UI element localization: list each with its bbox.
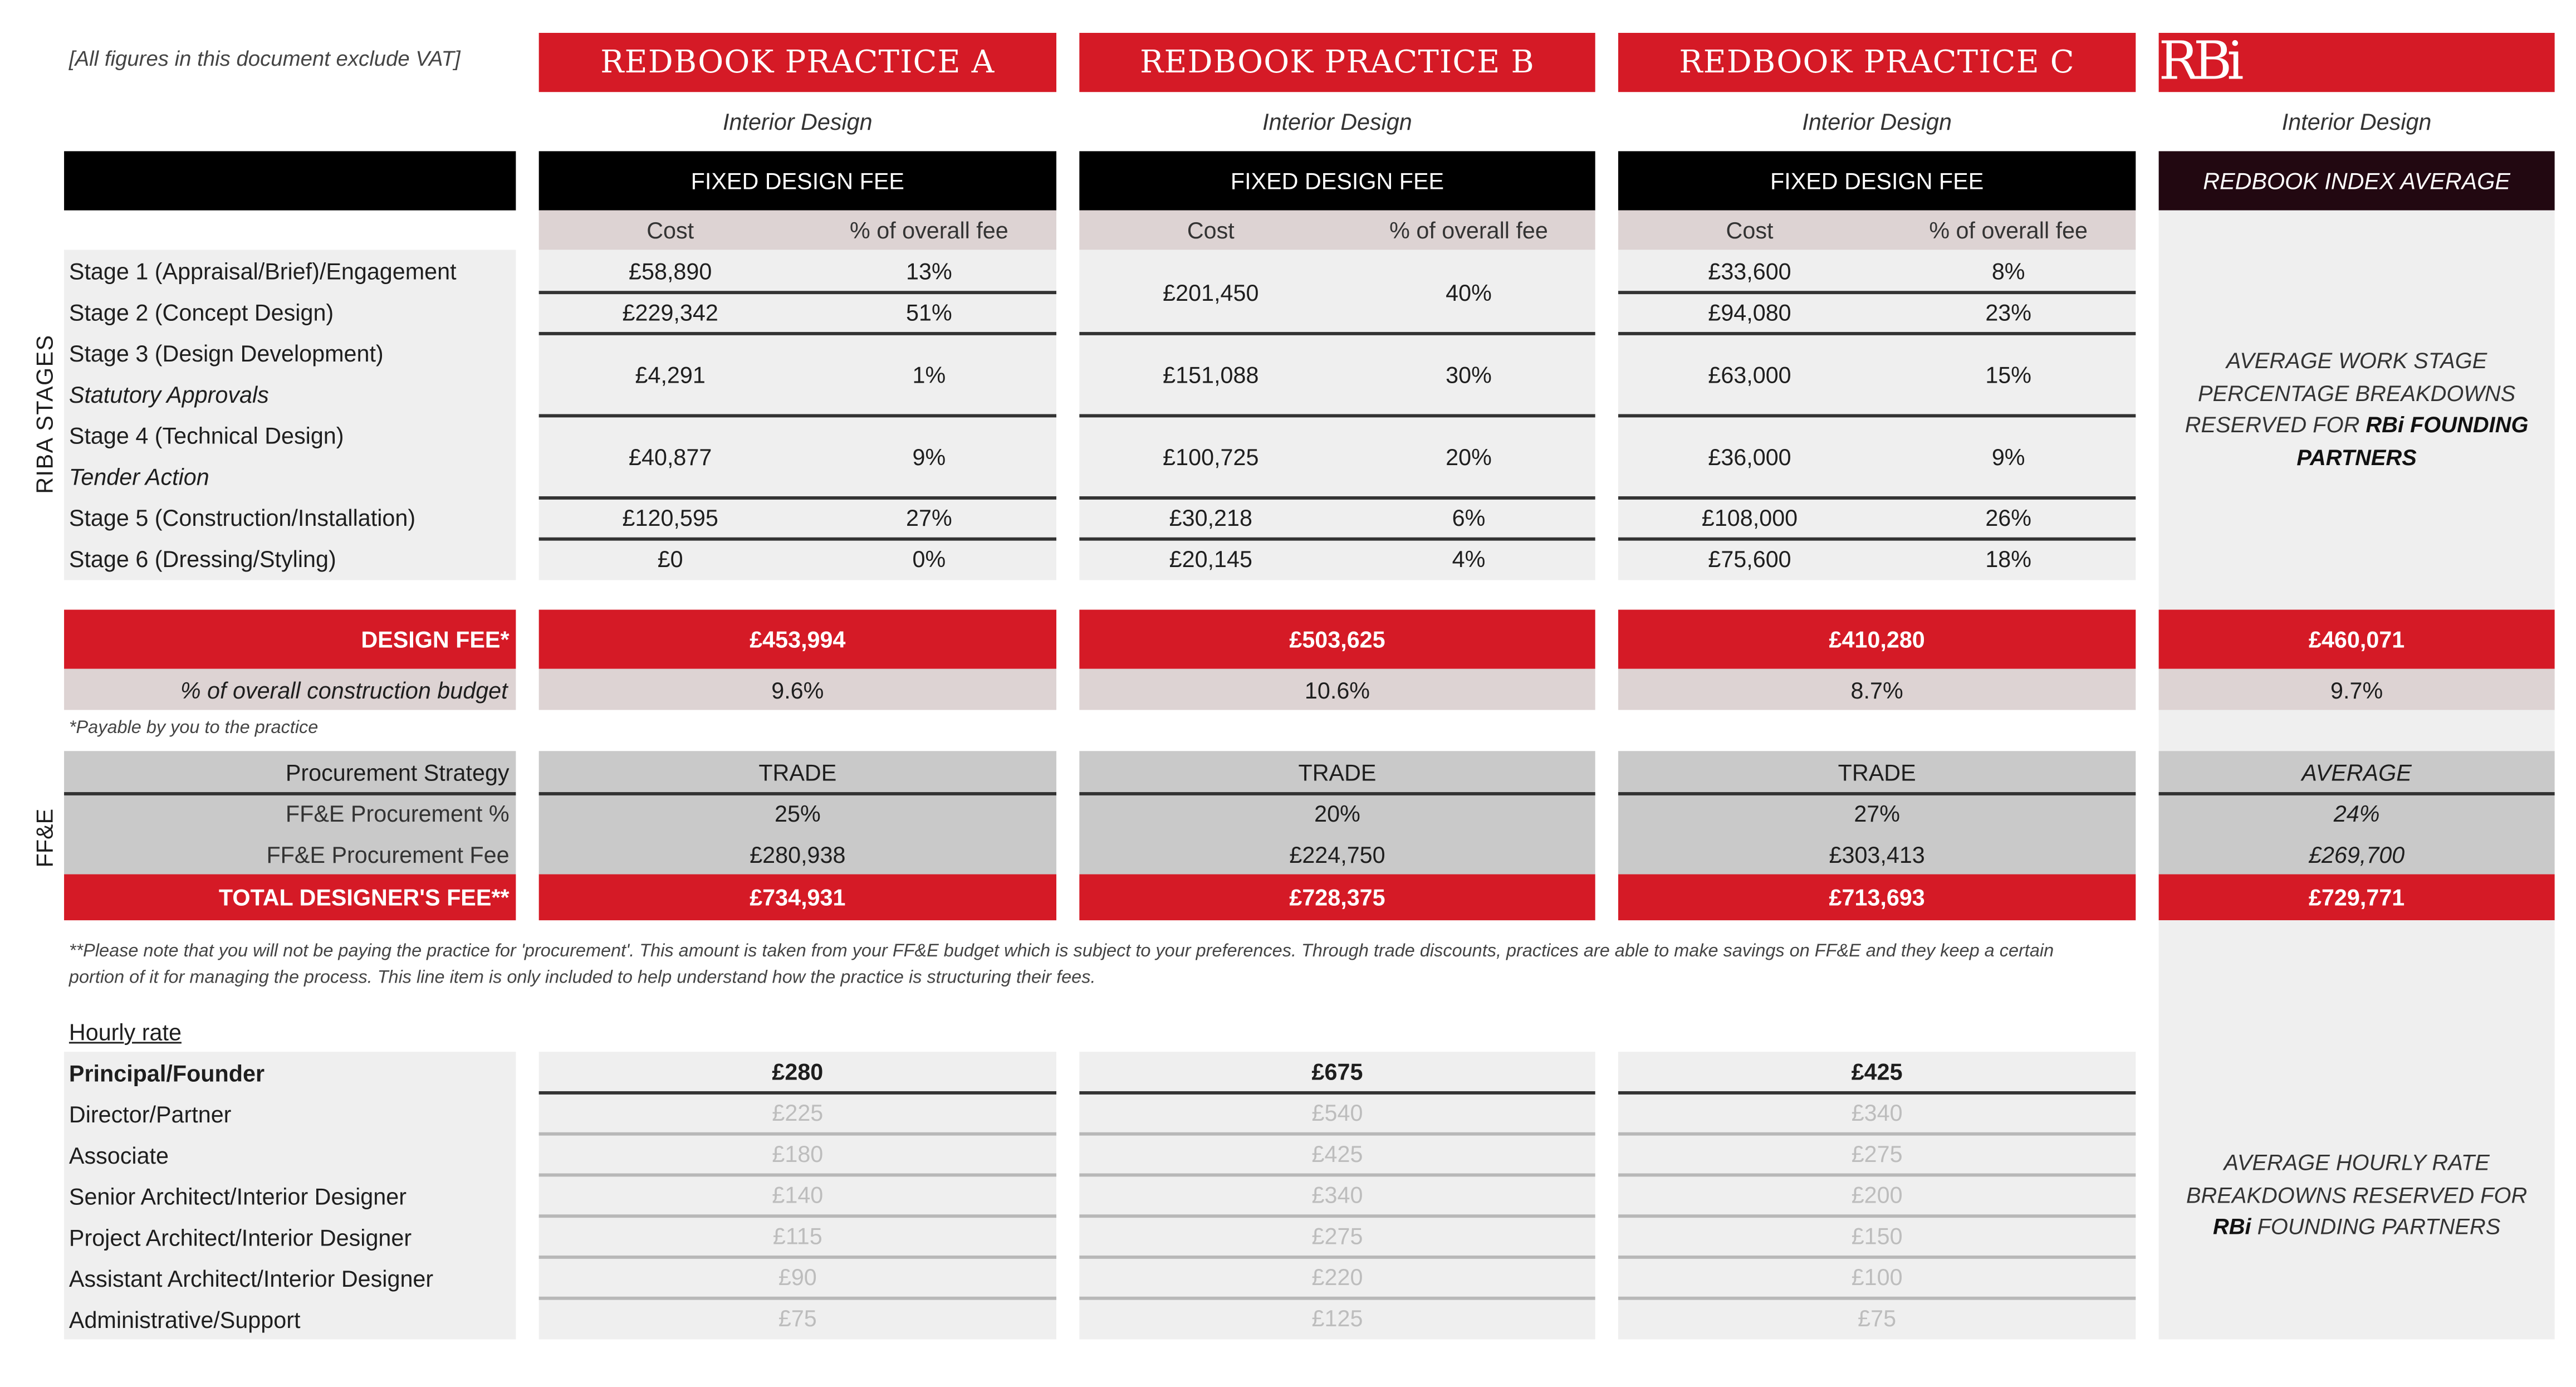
hourly-rate-heading: Hourly rate <box>68 1019 182 1046</box>
pct-column-header: % of overall fee <box>1929 217 2088 243</box>
pct-column-header: % of overall fee <box>850 217 1008 243</box>
stage-cost: £120,595 <box>622 504 718 531</box>
design-fee-value: £453,994 <box>539 610 1056 669</box>
stage-cost: £33,600 <box>1708 258 1791 285</box>
rate-label: Assistant Architect/Interior Designer <box>68 1264 434 1291</box>
design-fee-value: £503,625 <box>1079 610 1595 669</box>
stage-cost: £4,291 <box>635 360 706 387</box>
payable-note: *Payable by you to the practice <box>68 718 319 738</box>
rate-value: £125 <box>1311 1305 1363 1331</box>
index-stage-note: AVERAGE WORK STAGE PERCENTAGE BREAKDOWNS RESERVED FOR RBi FOUNDING PARTNERS <box>2185 348 2529 470</box>
cost-column-header: Cost <box>647 217 694 243</box>
stage-pct: 26% <box>1985 504 2032 531</box>
stage-cost: £58,890 <box>629 258 712 285</box>
rate-value: £75 <box>1858 1305 1897 1331</box>
index-ffe-fee: £269,700 <box>2308 841 2405 868</box>
practice-discipline: Interior Design <box>723 108 873 135</box>
rate-label: Principal/Founder <box>68 1059 265 1086</box>
stage-pct: 51% <box>906 299 952 326</box>
stage-pct: 30% <box>1446 360 1492 387</box>
rate-value: £225 <box>772 1099 824 1126</box>
stage-label: Stage 3 (Design Development) <box>68 340 384 367</box>
index-design-fee: £460,071 <box>2159 610 2555 669</box>
stage-pct: 0% <box>912 545 946 572</box>
ffe-pct-value: 27% <box>1854 800 1901 827</box>
pct-column-header: % of overall fee <box>1389 217 1548 243</box>
rate-value: £200 <box>1851 1181 1903 1208</box>
procurement-strategy-value: TRADE <box>1298 758 1377 785</box>
stage-label: Stage 2 (Concept Design) <box>68 299 334 326</box>
stage-cost: £151,088 <box>1163 360 1259 387</box>
index-header: REDBOOK INDEX AVERAGE <box>2159 151 2555 210</box>
procurement-strategy-value: TRADE <box>758 758 837 785</box>
practice-discipline: Interior Design <box>1262 108 1412 135</box>
stage-label: Stage 5 (Construction/Installation) <box>68 504 416 531</box>
rate-label: Administrative/Support <box>68 1305 301 1332</box>
stage-pct: 4% <box>1452 545 1486 572</box>
stage-cost: £229,342 <box>622 299 718 326</box>
stage-cost: £0 <box>657 545 683 572</box>
stage-cost: £36,000 <box>1708 443 1791 470</box>
ffe-pct-value: 20% <box>1314 800 1360 827</box>
stage-pct: 6% <box>1452 504 1486 531</box>
practice-title: REDBOOK PRACTICE A <box>539 33 1056 92</box>
rate-value: £425 <box>1311 1140 1363 1167</box>
total-fee-value: £713,693 <box>1618 875 2136 921</box>
procurement-strategy-value: TRADE <box>1838 758 1916 785</box>
rate-value: £675 <box>1311 1058 1363 1085</box>
practice-discipline: Interior Design <box>1802 108 1952 135</box>
fee-header: FIXED DESIGN FEE <box>1618 151 2136 210</box>
rate-value: £340 <box>1851 1099 1903 1126</box>
practice-title: REDBOOK PRACTICE C <box>1618 33 2136 92</box>
stage-cost: £40,877 <box>629 443 712 470</box>
stage-label: Stage 6 (Dressing/Styling) <box>68 545 336 572</box>
stage-sub-label: Statutory Approvals <box>68 381 269 408</box>
index-rate-note: AVERAGE HOURLY RATE BREAKDOWNS RESERVED FOR RBi FOUNDING PARTNERS <box>2186 1150 2528 1239</box>
rate-value: £100 <box>1851 1263 1903 1290</box>
stage-pct: 1% <box>912 360 946 387</box>
index-rate-panel <box>2159 920 2555 1339</box>
budget-pct-value: 9.6% <box>539 669 1056 710</box>
label-header-bar <box>64 151 516 210</box>
rate-value: £340 <box>1311 1181 1363 1208</box>
stage-cost: £75,600 <box>1708 545 1791 572</box>
rate-value: £150 <box>1851 1222 1903 1249</box>
practice-title: REDBOOK PRACTICE B <box>1079 33 1595 92</box>
stage-label: Stage 1 (Appraisal/Brief)/Engagement <box>68 258 457 285</box>
rbi-logo-bar <box>2158 30 2555 92</box>
riba-stages-label: RIBA STAGES <box>31 334 58 494</box>
index-budget-pct: 9.7% <box>2159 669 2555 710</box>
ffe-fee-value: £303,413 <box>1829 841 1925 868</box>
rate-value: £275 <box>1311 1222 1363 1249</box>
rate-value: £115 <box>772 1222 822 1249</box>
budget-pct-label: % of overall construction budget <box>64 669 516 710</box>
index-total-fee: £729,771 <box>2159 875 2555 921</box>
stage-label: Stage 4 (Technical Design) <box>68 422 344 449</box>
total-fee-value: £728,375 <box>1079 875 1595 921</box>
ffe-pct-value: 25% <box>774 800 821 827</box>
vat-note: [All figures in this document exclude VAT] <box>68 46 461 71</box>
stage-cost: £100,725 <box>1163 443 1259 470</box>
stage-cost: £201,450 <box>1163 279 1259 305</box>
total-fee-value: £734,931 <box>539 875 1056 921</box>
cost-column-header: Cost <box>1187 217 1235 243</box>
index-procurement-strategy: AVERAGE <box>2301 758 2412 785</box>
stage-pct: 40% <box>1446 279 1492 305</box>
stage-cost: £63,000 <box>1708 360 1791 387</box>
procurement-strategy-label: Procurement Strategy <box>285 758 510 785</box>
budget-pct-value: 10.6% <box>1079 669 1595 710</box>
stage-pct: 23% <box>1985 299 2032 326</box>
index-ffe-pct: 24% <box>2333 800 2380 827</box>
rate-value: £140 <box>772 1181 824 1208</box>
rate-label: Project Architect/Interior Designer <box>68 1223 412 1250</box>
rate-value: £275 <box>1851 1140 1903 1167</box>
rate-value: £425 <box>1851 1058 1903 1085</box>
fee-header: FIXED DESIGN FEE <box>539 151 1056 210</box>
stage-pct: 9% <box>912 443 946 470</box>
total-fee-label: TOTAL DESIGNER'S FEE** <box>64 875 516 921</box>
ffe-fee-label: FF&E Procurement Fee <box>266 841 510 868</box>
stage-pct: 8% <box>1991 258 2025 285</box>
stage-sub-label: Tender Action <box>68 463 209 490</box>
stage-cost: £94,080 <box>1708 299 1791 326</box>
stage-pct: 18% <box>1985 545 2032 572</box>
fee-header: FIXED DESIGN FEE <box>1079 151 1595 210</box>
rate-value: £540 <box>1311 1099 1363 1126</box>
budget-pct-value: 8.7% <box>1618 669 2136 710</box>
stage-pct: 20% <box>1446 443 1492 470</box>
stage-pct: 9% <box>1991 443 2025 470</box>
rate-label: Director/Partner <box>68 1100 232 1127</box>
stage-cost: £30,218 <box>1169 504 1252 531</box>
stage-pct: 15% <box>1985 360 2032 387</box>
index-discipline: Interior Design <box>2281 108 2432 135</box>
design-fee-label: DESIGN FEE* <box>64 610 516 669</box>
rate-value: £280 <box>772 1058 824 1085</box>
ffe-section-label: FF&E <box>31 808 58 868</box>
stage-cost: £20,145 <box>1169 545 1252 572</box>
rate-value: £220 <box>1311 1263 1363 1290</box>
ffe-fee-value: £224,750 <box>1289 841 1385 868</box>
design-fee-value: £410,280 <box>1618 610 2136 669</box>
stage-pct: 13% <box>906 258 952 285</box>
stage-cost: £108,000 <box>1701 504 1798 531</box>
cost-column-header: Cost <box>1726 217 1774 243</box>
procurement-footnote: **Please note that you will not be paying the practice for 'procurement'. This amount is taken from your FF&E budget which is subject to your preferences. Through trade discounts, practices are able to make savings on FF&E and they keep a certain portion of it for managing the process. This line item is only included to help understand how the practice is structuring their fees. <box>68 941 2054 987</box>
rate-value: £90 <box>778 1263 817 1290</box>
rate-value: £180 <box>772 1140 824 1167</box>
rate-value: £75 <box>778 1305 817 1331</box>
rate-label: Senior Architect/Interior Designer <box>68 1182 407 1209</box>
ffe-pct-label: FF&E Procurement % <box>285 800 510 827</box>
stage-pct: 27% <box>906 504 952 531</box>
ffe-fee-value: £280,938 <box>750 841 846 868</box>
rate-label: Associate <box>68 1141 169 1168</box>
rbi-logo: RBi <box>2158 30 2239 92</box>
